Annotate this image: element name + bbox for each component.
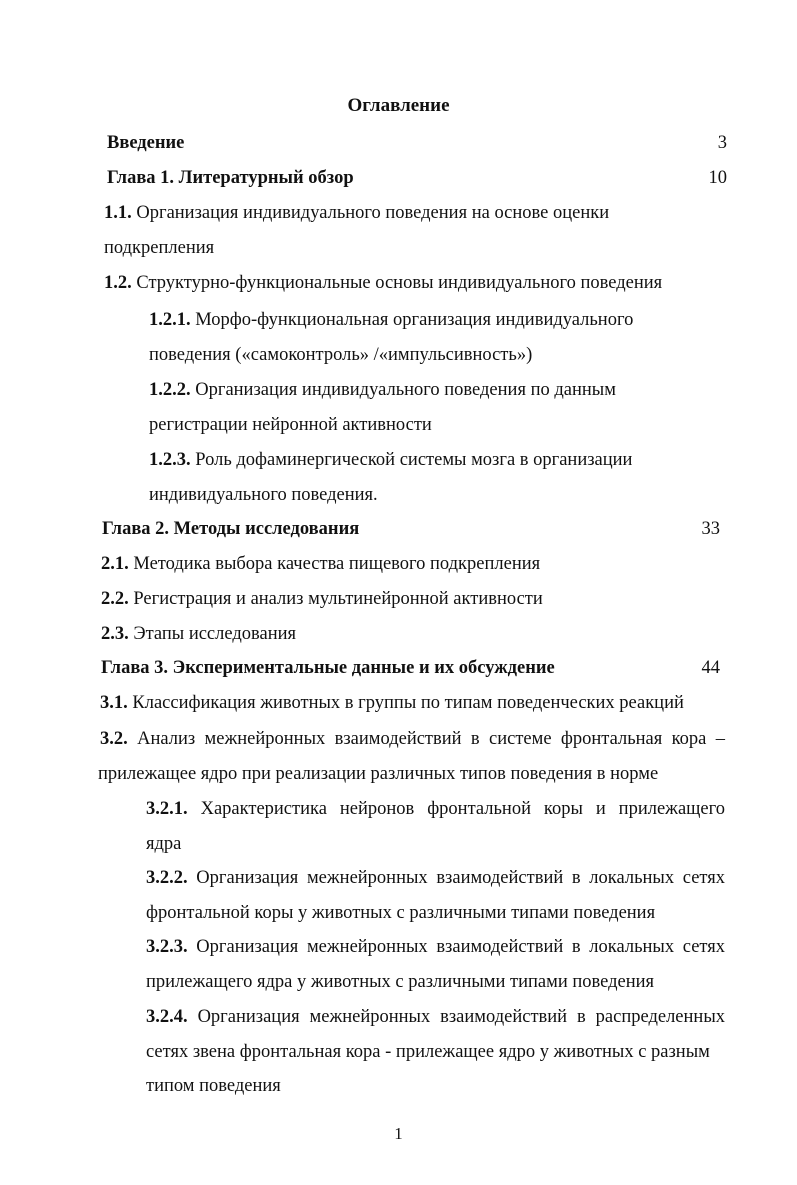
toc-number: 3.2.2. [146, 868, 188, 888]
toc-entry-intro: Введение [107, 133, 185, 153]
toc-title: Оглавление [347, 95, 450, 116]
page-number: 1 [394, 1124, 403, 1143]
toc-entry-1-1 [104, 202, 609, 224]
toc-number: 3.2.3. [146, 937, 188, 957]
toc-text: Роль дофаминергической системы мозга в организации [195, 450, 633, 470]
toc-text: Этапы исследования [133, 624, 297, 644]
toc-entry-1-2-1-cont: поведения («самоконтроль» /«импульсивность») [149, 345, 533, 365]
toc-entry-3-2-1-cont: ядра [146, 834, 182, 854]
toc-entry-3-2-2 [146, 867, 725, 889]
toc-entry-2-1 [101, 553, 540, 575]
toc-text: Методика выбора качества пищевого подкрепления [133, 554, 541, 574]
toc-entry-1-2-2 [149, 379, 616, 401]
toc-entry-3-2-cont: прилежащее ядро при реализации различных типов поведения в норме [98, 764, 659, 784]
toc-entry-1-2 [104, 272, 662, 294]
toc-entry-3-2-4-cont2: типом поведения [146, 1076, 281, 1096]
toc-entry-2-2 [101, 588, 543, 610]
toc-page-chapter-3: 44 [701, 658, 720, 678]
toc-text: Организация индивидуального поведения на основе оценки [136, 203, 610, 223]
toc-entry-3-2-4 [146, 1006, 725, 1028]
toc-number: 3.2.4. [146, 1007, 188, 1027]
toc-entry-3-2-4-cont: сетях звена фронтальная кора - прилежащее ядро у животных с разным [146, 1042, 710, 1062]
toc-text: Характеристика нейронов фронтальной коры и прилежащего [200, 799, 726, 819]
toc-entry-3-2-3 [146, 936, 725, 958]
toc-number: 1.2.3. [149, 450, 191, 470]
toc-page-chapter-1: 10 [708, 168, 727, 188]
toc-text: Структурно-функциональные основы индивидуального поведения [136, 273, 663, 293]
toc-number: 1.2. [104, 273, 132, 293]
toc-text: Анализ межнейронных взаимодействий в системе фронтальная кора – [137, 729, 725, 749]
toc-page-chapter-2: 33 [701, 519, 720, 539]
toc-entry-1-2-1 [149, 309, 633, 331]
toc-entry-1-1-cont: подкрепления [104, 238, 215, 258]
toc-text: Организация межнейронных взаимодействий в распределенных [197, 1007, 726, 1027]
toc-number: 3.2.1. [146, 799, 188, 819]
toc-entry-chapter-3: Глава 3. Экспериментальные данные и их обсуждение [101, 658, 555, 678]
toc-text: Организация межнейронных взаимодействий в локальных сетях [196, 937, 725, 957]
toc-text: Классификация животных в группы по типам поведенческих реакций [132, 693, 684, 713]
toc-number: 1.2.2. [149, 380, 191, 400]
toc-entry-1-2-3 [149, 449, 632, 471]
toc-number: 1.1. [104, 203, 132, 223]
toc-text: Регистрация и анализ мультинейронной активности [133, 589, 543, 609]
toc-entry-1-2-2-cont: регистрации нейронной активности [149, 415, 432, 435]
toc-entry-3-2 [100, 728, 725, 750]
toc-entry-3-2-1 [146, 798, 725, 820]
toc-entry-1-2-3-cont: индивидуального поведения. [149, 485, 378, 505]
toc-entry-3-1 [100, 692, 684, 714]
toc-number: 3.2. [100, 729, 128, 749]
toc-number: 2.3. [101, 624, 129, 644]
toc-entry-chapter-1: Глава 1. Литературный обзор [107, 168, 354, 188]
toc-number: 3.1. [100, 693, 128, 713]
toc-page-intro: 3 [717, 133, 727, 153]
toc-number: 1.2.1. [149, 310, 191, 330]
toc-text: Морфо-функциональная организация индивидуального [195, 310, 634, 330]
toc-number: 2.2. [101, 589, 129, 609]
toc-entry-chapter-2: Глава 2. Методы исследования [102, 519, 360, 539]
toc-text: Организация индивидуального поведения по данным [195, 380, 616, 400]
toc-entry-2-3 [101, 623, 296, 645]
toc-entry-3-2-2-cont: фронтальной коры у животных с различными типами поведения [146, 903, 656, 923]
toc-entry-3-2-3-cont: прилежащего ядра у животных с различными типами поведения [146, 972, 655, 992]
toc-number: 2.1. [101, 554, 129, 574]
toc-text: Организация межнейронных взаимодействий в локальных сетях [196, 868, 725, 888]
